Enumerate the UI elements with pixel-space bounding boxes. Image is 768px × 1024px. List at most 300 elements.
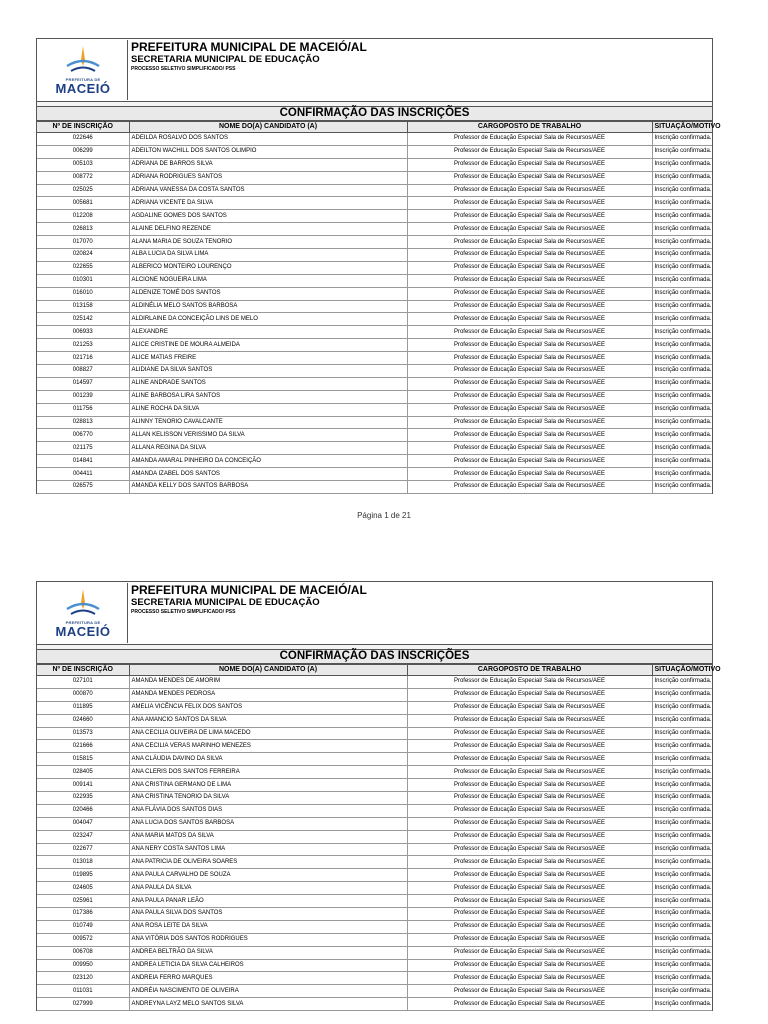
cell-registration-number: 022935	[37, 792, 129, 805]
cell-registration-number: 011895	[37, 701, 129, 714]
cell-status: Inscrição confirmada.	[652, 766, 712, 779]
col-header-name: NOME DO(A) CANDIDATO (A)	[129, 122, 407, 133]
cell-registration-number: 023120	[37, 972, 129, 985]
table-row	[37, 339, 712, 352]
table-row	[37, 714, 712, 727]
cell-position: Professor de Educação Especial/ Sala de Recursos/AEE	[407, 792, 652, 805]
cell-candidate-name: AMANDA AMARAL PINHEIRO DA CONCEIÇÃO	[129, 455, 407, 468]
cell-candidate-name: ANA CRISTINA GERMANO DE LIMA	[129, 779, 407, 792]
table-row	[37, 455, 712, 468]
cell-candidate-name: ANA CECILIA OLIVEIRA DE LIMA MACEDO	[129, 727, 407, 740]
cell-status: Inscrição confirmada.	[652, 804, 712, 817]
table-row	[37, 145, 712, 158]
table-row	[37, 236, 712, 249]
page-header	[37, 582, 712, 645]
cell-registration-number: 026813	[37, 223, 129, 236]
cell-candidate-name: ANA FLÁVIA DOS SANTOS DIAS	[129, 804, 407, 817]
cell-candidate-name: ALANA MARIA DE SOUZA TENORIO	[129, 236, 407, 249]
cell-candidate-name: ALDENIZE TOMÉ DOS SANTOS	[129, 287, 407, 300]
cell-position: Professor de Educação Especial/ Sala de Recursos/AEE	[407, 753, 652, 766]
cell-position: Professor de Educação Especial/ Sala de Recursos/AEE	[407, 895, 652, 908]
header-line-2: SECRETARIA MUNICIPAL DE EDUCAÇÃO	[131, 54, 320, 65]
cell-status: Inscrição confirmada.	[652, 830, 712, 843]
cell-candidate-name: ANA VITÓRIA DOS SANTOS RODRIGUES	[129, 933, 407, 946]
maceio-logo-icon	[61, 44, 105, 78]
cell-registration-number: 020824	[37, 249, 129, 262]
table-row	[37, 959, 712, 972]
cell-status: Inscrição confirmada.	[652, 843, 712, 856]
cell-registration-number: 006299	[37, 145, 129, 158]
cell-candidate-name: ALIDIANE DA SILVA SANTOS	[129, 365, 407, 378]
page-footer: Página 1 de 21	[357, 511, 411, 520]
table-row	[37, 171, 712, 184]
table-row	[37, 429, 712, 442]
cell-position: Professor de Educação Especial/ Sala de Recursos/AEE	[407, 688, 652, 701]
cell-registration-number: 004411	[37, 468, 129, 481]
cell-position: Professor de Educação Especial/ Sala de Recursos/AEE	[407, 158, 652, 171]
cell-registration-number: 005681	[37, 197, 129, 210]
table-row	[37, 416, 712, 429]
table-row	[37, 352, 712, 365]
table-row	[37, 740, 712, 753]
table-row	[37, 133, 712, 146]
cell-status: Inscrição confirmada.	[652, 856, 712, 869]
cell-candidate-name: ALDIRLAINE DA CONCEIÇÃO LINS DE MELO	[129, 313, 407, 326]
col-header-position: CARGOPOSTO DE TRABALHO	[407, 122, 652, 133]
table-row	[37, 197, 712, 210]
table-row	[37, 920, 712, 933]
cell-registration-number: 027999	[37, 998, 129, 1011]
cell-candidate-name: ANDREA BELTRÃO DA SILVA	[129, 946, 407, 959]
cell-registration-number: 028813	[37, 416, 129, 429]
cell-candidate-name: ANDREYNA LAYZ MELO SANTOS SILVA	[129, 998, 407, 1011]
cell-candidate-name: ANA CRISTINA TENORIO DA SILVA	[129, 792, 407, 805]
cell-position: Professor de Educação Especial/ Sala de Recursos/AEE	[407, 972, 652, 985]
cell-candidate-name: ALICE CRISTINE DE MOURA ALMEIDA	[129, 339, 407, 352]
table-row	[37, 727, 712, 740]
document-page-1	[36, 38, 721, 494]
cell-registration-number: 022646	[37, 133, 129, 146]
cell-candidate-name: ANA PAULA DA SILVA	[129, 882, 407, 895]
cell-candidate-name: ANA NERY COSTA SANTOS LIMA	[129, 843, 407, 856]
cell-registration-number: 026575	[37, 481, 129, 494]
cell-position: Professor de Educação Especial/ Sala de Recursos/AEE	[407, 365, 652, 378]
cell-status: Inscrição confirmada.	[652, 429, 712, 442]
cell-status: Inscrição confirmada.	[652, 184, 712, 197]
cell-position: Professor de Educação Especial/ Sala de Recursos/AEE	[407, 287, 652, 300]
cell-status: Inscrição confirmada.	[652, 442, 712, 455]
cell-position: Professor de Educação Especial/ Sala de Recursos/AEE	[407, 339, 652, 352]
cell-status: Inscrição confirmada.	[652, 727, 712, 740]
table-header-row	[37, 122, 712, 133]
table-row	[37, 946, 712, 959]
cell-status: Inscrição confirmada.	[652, 223, 712, 236]
cell-position: Professor de Educação Especial/ Sala de Recursos/AEE	[407, 676, 652, 689]
cell-position: Professor de Educação Especial/ Sala de Recursos/AEE	[407, 274, 652, 287]
cell-candidate-name: ANDREIA FERRO MARQUES	[129, 972, 407, 985]
table-row	[37, 442, 712, 455]
cell-status: Inscrição confirmada.	[652, 326, 712, 339]
cell-position: Professor de Educação Especial/ Sala de Recursos/AEE	[407, 261, 652, 274]
table-row	[37, 184, 712, 197]
cell-position: Professor de Educação Especial/ Sala de Recursos/AEE	[407, 714, 652, 727]
cell-candidate-name: ALLAN KELISSON VERISSIMO DA SILVA	[129, 429, 407, 442]
cell-position: Professor de Educação Especial/ Sala de Recursos/AEE	[407, 442, 652, 455]
col-header-position: CARGOPOSTO DE TRABALHO	[407, 665, 652, 676]
page-header	[37, 39, 712, 102]
cell-registration-number: 017070	[37, 236, 129, 249]
cell-status: Inscrição confirmada.	[652, 895, 712, 908]
cell-candidate-name: ALINE BARBOSA LIRA SANTOS	[129, 390, 407, 403]
cell-candidate-name: ANA PAULA PANAR LEÃO	[129, 895, 407, 908]
cell-status: Inscrição confirmada.	[652, 946, 712, 959]
table-row	[37, 753, 712, 766]
cell-position: Professor de Educação Especial/ Sala de Recursos/AEE	[407, 481, 652, 494]
cell-status: Inscrição confirmada.	[652, 455, 712, 468]
cell-position: Professor de Educação Especial/ Sala de Recursos/AEE	[407, 817, 652, 830]
logo-city-text: MACEIÓ	[55, 624, 111, 639]
cell-status: Inscrição confirmada.	[652, 998, 712, 1011]
cell-registration-number: 009141	[37, 779, 129, 792]
cell-status: Inscrição confirmada.	[652, 959, 712, 972]
cell-position: Professor de Educação Especial/ Sala de Recursos/AEE	[407, 184, 652, 197]
cell-registration-number: 022655	[37, 261, 129, 274]
table-row	[37, 972, 712, 985]
table-row	[37, 403, 712, 416]
cell-registration-number: 014841	[37, 455, 129, 468]
cell-status: Inscrição confirmada.	[652, 287, 712, 300]
cell-status: Inscrição confirmada.	[652, 390, 712, 403]
cell-candidate-name: ALINNY TENORIO CAVALCANTE	[129, 416, 407, 429]
table-row	[37, 249, 712, 262]
cell-registration-number: 028405	[37, 766, 129, 779]
cell-position: Professor de Educação Especial/ Sala de Recursos/AEE	[407, 740, 652, 753]
cell-registration-number: 004047	[37, 817, 129, 830]
table-body	[37, 133, 712, 494]
table-row	[37, 908, 712, 921]
cell-registration-number: 015815	[37, 753, 129, 766]
registrations-table	[37, 664, 721, 1011]
cell-status: Inscrição confirmada.	[652, 158, 712, 171]
cell-registration-number: 014597	[37, 377, 129, 390]
table-row	[37, 701, 712, 714]
cell-position: Professor de Educação Especial/ Sala de Recursos/AEE	[407, 300, 652, 313]
cell-position: Professor de Educação Especial/ Sala de Recursos/AEE	[407, 223, 652, 236]
header-line-2: SECRETARIA MUNICIPAL DE EDUCAÇÃO	[131, 597, 320, 608]
cell-registration-number: 024660	[37, 714, 129, 727]
table-row	[37, 481, 712, 494]
table-row	[37, 895, 712, 908]
table-row	[37, 856, 712, 869]
table-header-row	[37, 665, 712, 676]
table-row	[37, 326, 712, 339]
cell-registration-number: 024605	[37, 882, 129, 895]
cell-registration-number: 009950	[37, 959, 129, 972]
cell-position: Professor de Educação Especial/ Sala de Recursos/AEE	[407, 701, 652, 714]
maceio-logo	[39, 40, 128, 100]
cell-status: Inscrição confirmada.	[652, 403, 712, 416]
cell-position: Professor de Educação Especial/ Sala de Recursos/AEE	[407, 197, 652, 210]
cell-status: Inscrição confirmada.	[652, 701, 712, 714]
cell-position: Professor de Educação Especial/ Sala de Recursos/AEE	[407, 390, 652, 403]
cell-registration-number: 008827	[37, 365, 129, 378]
cell-status: Inscrição confirmada.	[652, 869, 712, 882]
cell-position: Professor de Educação Especial/ Sala de Recursos/AEE	[407, 236, 652, 249]
table-row	[37, 792, 712, 805]
cell-candidate-name: AGDALINE GOMES DOS SANTOS	[129, 210, 407, 223]
table-row	[37, 843, 712, 856]
cell-candidate-name: ALBA LUCIA DA SILVA LIMA	[129, 249, 407, 262]
cell-status: Inscrição confirmada.	[652, 416, 712, 429]
cell-registration-number: 021666	[37, 740, 129, 753]
cell-status: Inscrição confirmada.	[652, 908, 712, 921]
table-row	[37, 261, 712, 274]
table-row	[37, 688, 712, 701]
cell-position: Professor de Educação Especial/ Sala de Recursos/AEE	[407, 946, 652, 959]
cell-position: Professor de Educação Especial/ Sala de Recursos/AEE	[407, 985, 652, 998]
table-row	[37, 158, 712, 171]
cell-position: Professor de Educação Especial/ Sala de Recursos/AEE	[407, 727, 652, 740]
cell-registration-number: 019895	[37, 869, 129, 882]
cell-candidate-name: ADRIANA VICENTE DA SILVA	[129, 197, 407, 210]
cell-status: Inscrição confirmada.	[652, 753, 712, 766]
table-row	[37, 377, 712, 390]
cell-status: Inscrição confirmada.	[652, 249, 712, 262]
cell-candidate-name: ALAINE DELFINO REZENDE	[129, 223, 407, 236]
cell-candidate-name: ANA ROSA LEITE DA SILVA	[129, 920, 407, 933]
logo-small-text: PREFEITURA DE	[65, 77, 101, 82]
cell-registration-number: 000870	[37, 688, 129, 701]
cell-candidate-name: ADEILTON WACHILL DOS SANTOS OLIMPIO	[129, 145, 407, 158]
cell-position: Professor de Educação Especial/ Sala de Recursos/AEE	[407, 377, 652, 390]
cell-registration-number: 025961	[37, 895, 129, 908]
cell-status: Inscrição confirmada.	[652, 882, 712, 895]
cell-candidate-name: ADRIANA VANESSA DA COSTA SANTOS	[129, 184, 407, 197]
cell-position: Professor de Educação Especial/ Sala de Recursos/AEE	[407, 455, 652, 468]
cell-registration-number: 013018	[37, 856, 129, 869]
cell-position: Professor de Educação Especial/ Sala de Recursos/AEE	[407, 998, 652, 1011]
cell-candidate-name: ANA PAULA SILVA DOS SANTOS	[129, 908, 407, 921]
cell-registration-number: 010301	[37, 274, 129, 287]
cell-status: Inscrição confirmada.	[652, 261, 712, 274]
cell-position: Professor de Educação Especial/ Sala de Recursos/AEE	[407, 416, 652, 429]
cell-position: Professor de Educação Especial/ Sala de Recursos/AEE	[407, 429, 652, 442]
cell-registration-number: 011756	[37, 403, 129, 416]
cell-position: Professor de Educação Especial/ Sala de Recursos/AEE	[407, 882, 652, 895]
cell-position: Professor de Educação Especial/ Sala de Recursos/AEE	[407, 856, 652, 869]
cell-status: Inscrição confirmada.	[652, 352, 712, 365]
cell-registration-number: 001239	[37, 390, 129, 403]
cell-status: Inscrição confirmada.	[652, 792, 712, 805]
header-line-1: PREFEITURA MUNICIPAL DE MACEIÓ/AL	[131, 583, 367, 597]
cell-position: Professor de Educação Especial/ Sala de Recursos/AEE	[407, 249, 652, 262]
cell-position: Professor de Educação Especial/ Sala de Recursos/AEE	[407, 326, 652, 339]
cell-candidate-name: AMANDA IZABEL DOS SANTOS	[129, 468, 407, 481]
maceio-logo	[39, 583, 128, 643]
cell-candidate-name: ALINE ANDRADE SANTOS	[129, 377, 407, 390]
header-line-3: PROCESSO SELETIVO SIMPLIFICADO/ PSS	[131, 609, 236, 615]
cell-registration-number: 008772	[37, 171, 129, 184]
table-title: CONFIRMAÇÃO DAS INSCRIÇÕES	[37, 650, 712, 664]
logo-city-text: MACEIÓ	[55, 81, 111, 96]
cell-position: Professor de Educação Especial/ Sala de Recursos/AEE	[407, 766, 652, 779]
cell-status: Inscrição confirmada.	[652, 197, 712, 210]
table-row	[37, 985, 712, 998]
table-row	[37, 804, 712, 817]
table-row	[37, 830, 712, 843]
cell-status: Inscrição confirmada.	[652, 313, 712, 326]
cell-registration-number: 021175	[37, 442, 129, 455]
cell-registration-number: 021253	[37, 339, 129, 352]
table-row	[37, 933, 712, 946]
cell-status: Inscrição confirmada.	[652, 377, 712, 390]
cell-status: Inscrição confirmada.	[652, 236, 712, 249]
col-header-status: SITUAÇÃO/MOTIVO	[652, 122, 712, 133]
cell-registration-number: 023247	[37, 830, 129, 843]
table-title: CONFIRMAÇÃO DAS INSCRIÇÕES	[37, 107, 712, 121]
cell-position: Professor de Educação Especial/ Sala de Recursos/AEE	[407, 920, 652, 933]
cell-position: Professor de Educação Especial/ Sala de Recursos/AEE	[407, 468, 652, 481]
table-row	[37, 274, 712, 287]
cell-candidate-name: ADEILDA ROSALVO DOS SANTOS	[129, 133, 407, 146]
cell-candidate-name: ANA PAULA CARVALHO DE SOUZA	[129, 869, 407, 882]
cell-registration-number: 010749	[37, 920, 129, 933]
logo-small-text: PREFEITURA DE	[65, 620, 101, 625]
cell-candidate-name: ANA MARIA MATOS DA SILVA	[129, 830, 407, 843]
cell-status: Inscrição confirmada.	[652, 274, 712, 287]
cell-candidate-name: ANA LUCIA DOS SANTOS BARBOSA	[129, 817, 407, 830]
cell-registration-number: 016010	[37, 287, 129, 300]
cell-status: Inscrição confirmada.	[652, 468, 712, 481]
cell-candidate-name: ALBERICO MONTEIRO LOURENÇO	[129, 261, 407, 274]
cell-status: Inscrição confirmada.	[652, 171, 712, 184]
cell-candidate-name: ANA CLÁUDIA DAVINO DA SILVA	[129, 753, 407, 766]
cell-registration-number: 009572	[37, 933, 129, 946]
cell-position: Professor de Educação Especial/ Sala de Recursos/AEE	[407, 133, 652, 146]
cell-candidate-name: ALICE MATIAS FREIRE	[129, 352, 407, 365]
cell-candidate-name: ADRIANA DE BARROS SILVA	[129, 158, 407, 171]
col-header-name: NOME DO(A) CANDIDATO (A)	[129, 665, 407, 676]
cell-position: Professor de Educação Especial/ Sala de Recursos/AEE	[407, 830, 652, 843]
header-line-1: PREFEITURA MUNICIPAL DE MACEIÓ/AL	[131, 40, 367, 54]
cell-candidate-name: ALINE ROCHA DA SILVA	[129, 403, 407, 416]
cell-candidate-name: ANA CLERIS DOS SANTOS FERREIRA	[129, 766, 407, 779]
cell-status: Inscrição confirmada.	[652, 933, 712, 946]
cell-position: Professor de Educação Especial/ Sala de Recursos/AEE	[407, 959, 652, 972]
table-row	[37, 817, 712, 830]
table-body	[37, 676, 712, 1011]
cell-candidate-name: ALDINÉLIA MELO SANTOS BARBOSA	[129, 300, 407, 313]
cell-candidate-name: ALEXANDRE	[129, 326, 407, 339]
cell-registration-number: 006933	[37, 326, 129, 339]
cell-candidate-name: ANA PATRICIA DE OLIVEIRA SOARES	[129, 856, 407, 869]
cell-registration-number: 020466	[37, 804, 129, 817]
cell-candidate-name: AMANDA KELLY DOS SANTOS BARBOSA	[129, 481, 407, 494]
table-row	[37, 468, 712, 481]
cell-status: Inscrição confirmada.	[652, 676, 712, 689]
cell-status: Inscrição confirmada.	[652, 481, 712, 494]
cell-registration-number: 025142	[37, 313, 129, 326]
cell-status: Inscrição confirmada.	[652, 817, 712, 830]
cell-candidate-name: ANA AMANCIO SANTOS DA SILVA	[129, 714, 407, 727]
cell-registration-number: 022677	[37, 843, 129, 856]
cell-candidate-name: ANDREA LETICIA DA SILVA CALHEIROS	[129, 959, 407, 972]
cell-registration-number: 017386	[37, 908, 129, 921]
cell-registration-number: 005103	[37, 158, 129, 171]
cell-status: Inscrição confirmada.	[652, 210, 712, 223]
cell-candidate-name: AMELIA VICÊNCIA FELIX DOS SANTOS	[129, 701, 407, 714]
table-row	[37, 676, 712, 689]
cell-position: Professor de Educação Especial/ Sala de Recursos/AEE	[407, 313, 652, 326]
col-header-registration: Nº DE INSCRIÇÃO	[37, 665, 129, 676]
table-row	[37, 300, 712, 313]
cell-registration-number: 006708	[37, 946, 129, 959]
maceio-logo-icon	[61, 587, 105, 621]
cell-position: Professor de Educação Especial/ Sala de Recursos/AEE	[407, 933, 652, 946]
table-row	[37, 210, 712, 223]
cell-position: Professor de Educação Especial/ Sala de Recursos/AEE	[407, 352, 652, 365]
cell-registration-number: 013158	[37, 300, 129, 313]
cell-status: Inscrição confirmada.	[652, 339, 712, 352]
cell-position: Professor de Educação Especial/ Sala de Recursos/AEE	[407, 210, 652, 223]
cell-registration-number: 027101	[37, 676, 129, 689]
cell-candidate-name: ALCIONE NOGUEIRA LIMA	[129, 274, 407, 287]
cell-status: Inscrição confirmada.	[652, 688, 712, 701]
cell-position: Professor de Educação Especial/ Sala de Recursos/AEE	[407, 145, 652, 158]
cell-status: Inscrição confirmada.	[652, 779, 712, 792]
cell-candidate-name: ALLANA REGINA DA SILVA	[129, 442, 407, 455]
cell-status: Inscrição confirmada.	[652, 740, 712, 753]
cell-candidate-name: AMANDA MENDES PEDROSA	[129, 688, 407, 701]
document-page-2	[36, 581, 721, 1011]
cell-position: Professor de Educação Especial/ Sala de Recursos/AEE	[407, 171, 652, 184]
cell-position: Professor de Educação Especial/ Sala de Recursos/AEE	[407, 843, 652, 856]
table-row	[37, 287, 712, 300]
table-row	[37, 869, 712, 882]
cell-candidate-name: ANA CECILIA VERAS MARINHO MENEZES	[129, 740, 407, 753]
registrations-table	[37, 121, 721, 494]
col-header-status: SITUAÇÃO/MOTIVO	[652, 665, 712, 676]
table-row	[37, 998, 712, 1011]
cell-status: Inscrição confirmada.	[652, 133, 712, 146]
cell-registration-number: 011031	[37, 985, 129, 998]
table-row	[37, 779, 712, 792]
table-row	[37, 313, 712, 326]
cell-status: Inscrição confirmada.	[652, 145, 712, 158]
cell-candidate-name: ANDRÉIA NASCIMENTO DE OLIVEIRA	[129, 985, 407, 998]
cell-registration-number: 013573	[37, 727, 129, 740]
cell-status: Inscrição confirmada.	[652, 714, 712, 727]
cell-registration-number: 006770	[37, 429, 129, 442]
cell-position: Professor de Educação Especial/ Sala de Recursos/AEE	[407, 403, 652, 416]
cell-position: Professor de Educação Especial/ Sala de Recursos/AEE	[407, 869, 652, 882]
cell-registration-number: 021716	[37, 352, 129, 365]
table-row	[37, 390, 712, 403]
table-row	[37, 223, 712, 236]
table-row	[37, 365, 712, 378]
cell-status: Inscrição confirmada.	[652, 920, 712, 933]
table-row	[37, 766, 712, 779]
cell-status: Inscrição confirmada.	[652, 300, 712, 313]
cell-candidate-name: ADRIANA RODRIGUES SANTOS	[129, 171, 407, 184]
cell-position: Professor de Educação Especial/ Sala de Recursos/AEE	[407, 779, 652, 792]
header-line-3: PROCESSO SELETIVO SIMPLIFICADO/ PSS	[131, 66, 236, 72]
col-header-registration: Nº DE INSCRIÇÃO	[37, 122, 129, 133]
cell-registration-number: 012208	[37, 210, 129, 223]
cell-status: Inscrição confirmada.	[652, 365, 712, 378]
cell-candidate-name: AMANDA MENDES DE AMORIM	[129, 676, 407, 689]
cell-position: Professor de Educação Especial/ Sala de Recursos/AEE	[407, 908, 652, 921]
